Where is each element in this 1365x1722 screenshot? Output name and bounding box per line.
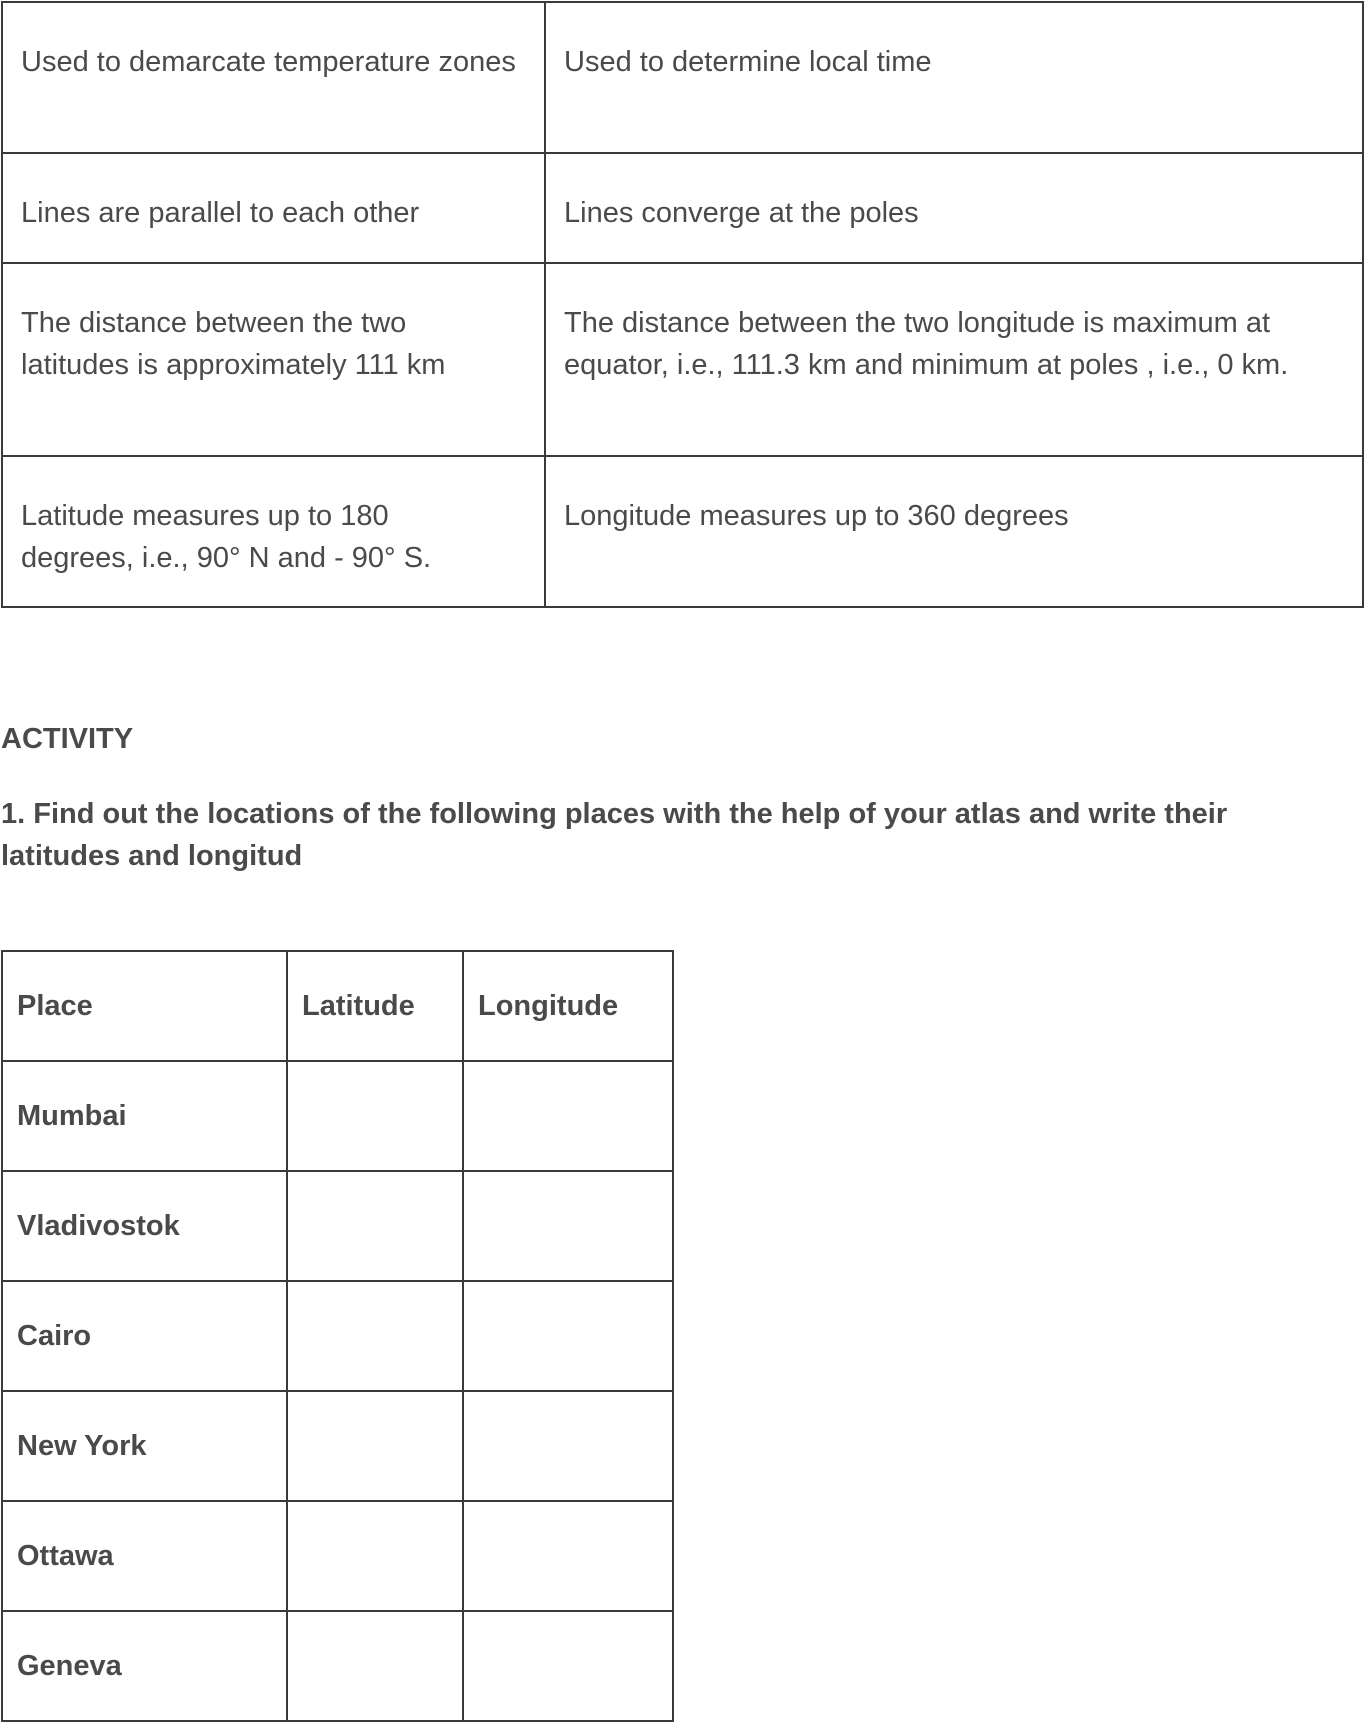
- table-row: [2, 1611, 673, 1721]
- latitude-input-cell[interactable]: [287, 1281, 463, 1391]
- longitude-input-cell[interactable]: [463, 1061, 673, 1171]
- latitude-input-cell[interactable]: [287, 1501, 463, 1611]
- longitude-input-cell[interactable]: [463, 1281, 673, 1391]
- table-row: [2, 1281, 673, 1391]
- latitude-input-cell[interactable]: [287, 1061, 463, 1171]
- table-header-row: [2, 951, 673, 1061]
- place-cell: Cairo: [2, 1281, 287, 1391]
- place-cell: Vladivostok: [2, 1171, 287, 1281]
- longitude-input-cell[interactable]: [463, 1171, 673, 1281]
- cell-text: Longitude measures up to 360 degrees: [564, 500, 1069, 532]
- latitude-input-cell[interactable]: [287, 1171, 463, 1281]
- table-row: [2, 1171, 673, 1281]
- table-row: [2, 153, 1363, 263]
- latitude-cell: [2, 153, 545, 263]
- column-header-place: Place: [2, 951, 287, 1061]
- longitude-cell: [545, 456, 1363, 607]
- longitude-cell: [545, 263, 1363, 456]
- cell-text: The distance between the two latitudes is approximately 111 km: [21, 307, 446, 381]
- longitude-cell: [545, 2, 1363, 153]
- place-cell: Geneva: [2, 1611, 287, 1721]
- latitude-cell: [2, 263, 545, 456]
- longitude-cell: [545, 153, 1363, 263]
- table-row: [2, 1501, 673, 1611]
- latitude-cell: [2, 456, 545, 607]
- place-cell: Mumbai: [2, 1061, 287, 1171]
- activity-instruction: 1. Find out the locations of the following places with the help of your atlas and write their latitudes and longitud: [1, 798, 1228, 872]
- place-cell: Ottawa: [2, 1501, 287, 1611]
- table-row: [2, 2, 1363, 153]
- table-row: [2, 456, 1363, 607]
- places-table: [1, 950, 674, 1722]
- activity-heading: ACTIVITY: [1, 723, 134, 755]
- place-cell: New York: [2, 1391, 287, 1501]
- table-row: [2, 1391, 673, 1501]
- column-header-latitude: Latitude: [287, 951, 463, 1061]
- cell-text: Used to determine local time: [564, 46, 932, 78]
- cell-text: Latitude measures up to 180 degrees, i.e., 90° N and - 90° S.: [21, 500, 432, 574]
- latitude-input-cell[interactable]: [287, 1611, 463, 1721]
- cell-text: Lines are parallel to each other: [21, 197, 420, 229]
- column-header-longitude: Longitude: [463, 951, 673, 1061]
- longitude-input-cell[interactable]: [463, 1501, 673, 1611]
- latitude-longitude-comparison-table: [1, 1, 1364, 608]
- longitude-input-cell[interactable]: [463, 1611, 673, 1721]
- table-row: [2, 263, 1363, 456]
- table-row: [2, 1061, 673, 1171]
- cell-text: Used to demarcate temperature zones: [21, 46, 516, 78]
- cell-text: The distance between the two longitude is maximum at equator, i.e., 111.3 km and minimum at poles , i.e., 0 km.: [564, 307, 1289, 381]
- latitude-input-cell[interactable]: [287, 1391, 463, 1501]
- longitude-input-cell[interactable]: [463, 1391, 673, 1501]
- latitude-cell: [2, 2, 545, 153]
- cell-text: Lines converge at the poles: [564, 197, 919, 229]
